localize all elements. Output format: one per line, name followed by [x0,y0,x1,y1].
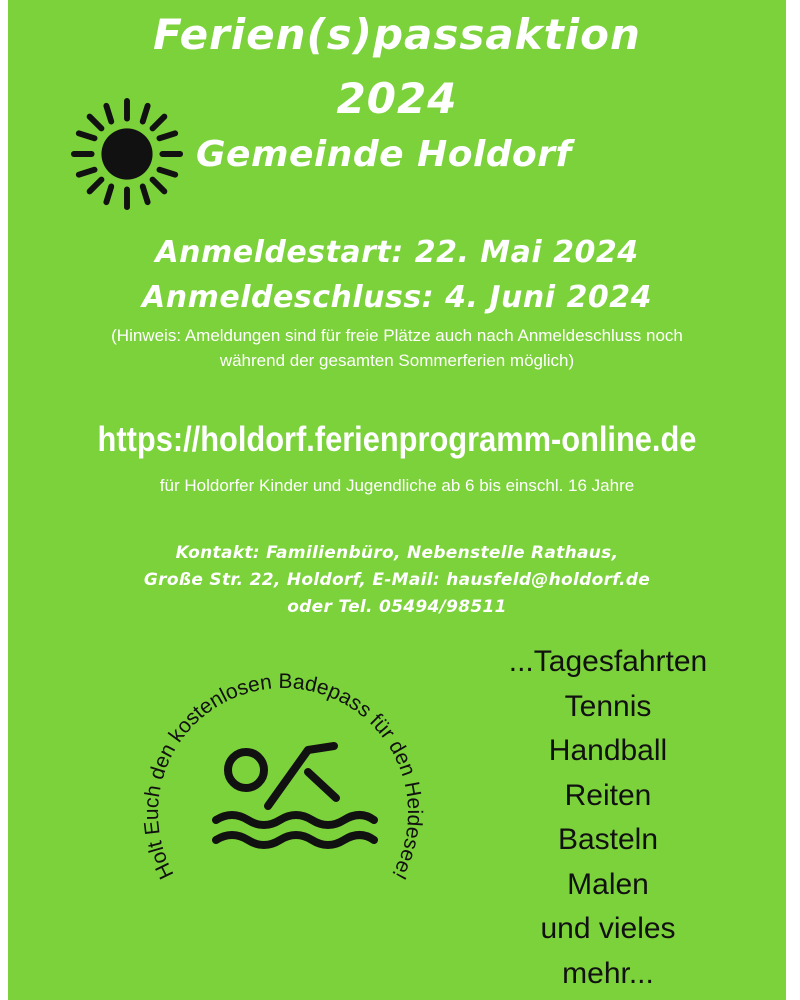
sun-icon [68,95,186,213]
contact-line-3: oder Tel. 05494/98511 [287,597,507,617]
municipality-subtitle: Gemeinde Holdorf [196,134,572,175]
registration-note-line-2: während der gesamten Sommerferien möglich) [219,351,575,370]
swimmer-icon [216,746,374,845]
activity-item: und vieles [540,912,676,945]
website-url[interactable]: https://holdorf.ferienprogramm-online.de [97,420,697,459]
activities-list [488,640,728,996]
target-group: für Holdorfer Kinder und Jugendliche ab 6 bis einschl. 16 Jahre [159,476,635,495]
activity-item: Reiten [564,778,652,812]
activity-item: Basteln [557,823,659,856]
activity-item: Tennis [564,689,652,723]
badepass-arc-text: Holt Euch den kostenlosen Badepass für den Heidesee! [139,669,427,884]
contact-line-1: Kontakt: Familienbüro, Nebenstelle Rathaus, [175,543,619,563]
activity-item: mehr... [562,956,654,990]
registration-end: Anmeldeschluss: 4. Juni 2024 [142,280,652,315]
contact-line-2: Große Str. 22, Holdorf, E-Mail: hausfeld@holdorf.de [143,570,651,590]
badepass-badge [128,650,468,950]
registration-start: Anmeldestart: 22. Mai 2024 [155,235,639,270]
activity-item: Malen [567,867,649,901]
title-line-1: Ferien(s)passaktion [153,10,641,59]
activity-item: Handball [548,734,668,767]
registration-note-line-1: (Hinweis: Ameldungen sind für freie Plätze auch nach Anmeldeschluss noch [111,326,683,345]
flyer-page [8,0,786,1000]
activity-item: ...Tagesfahrten [508,645,708,678]
title-line-2: 2024 [336,74,458,123]
